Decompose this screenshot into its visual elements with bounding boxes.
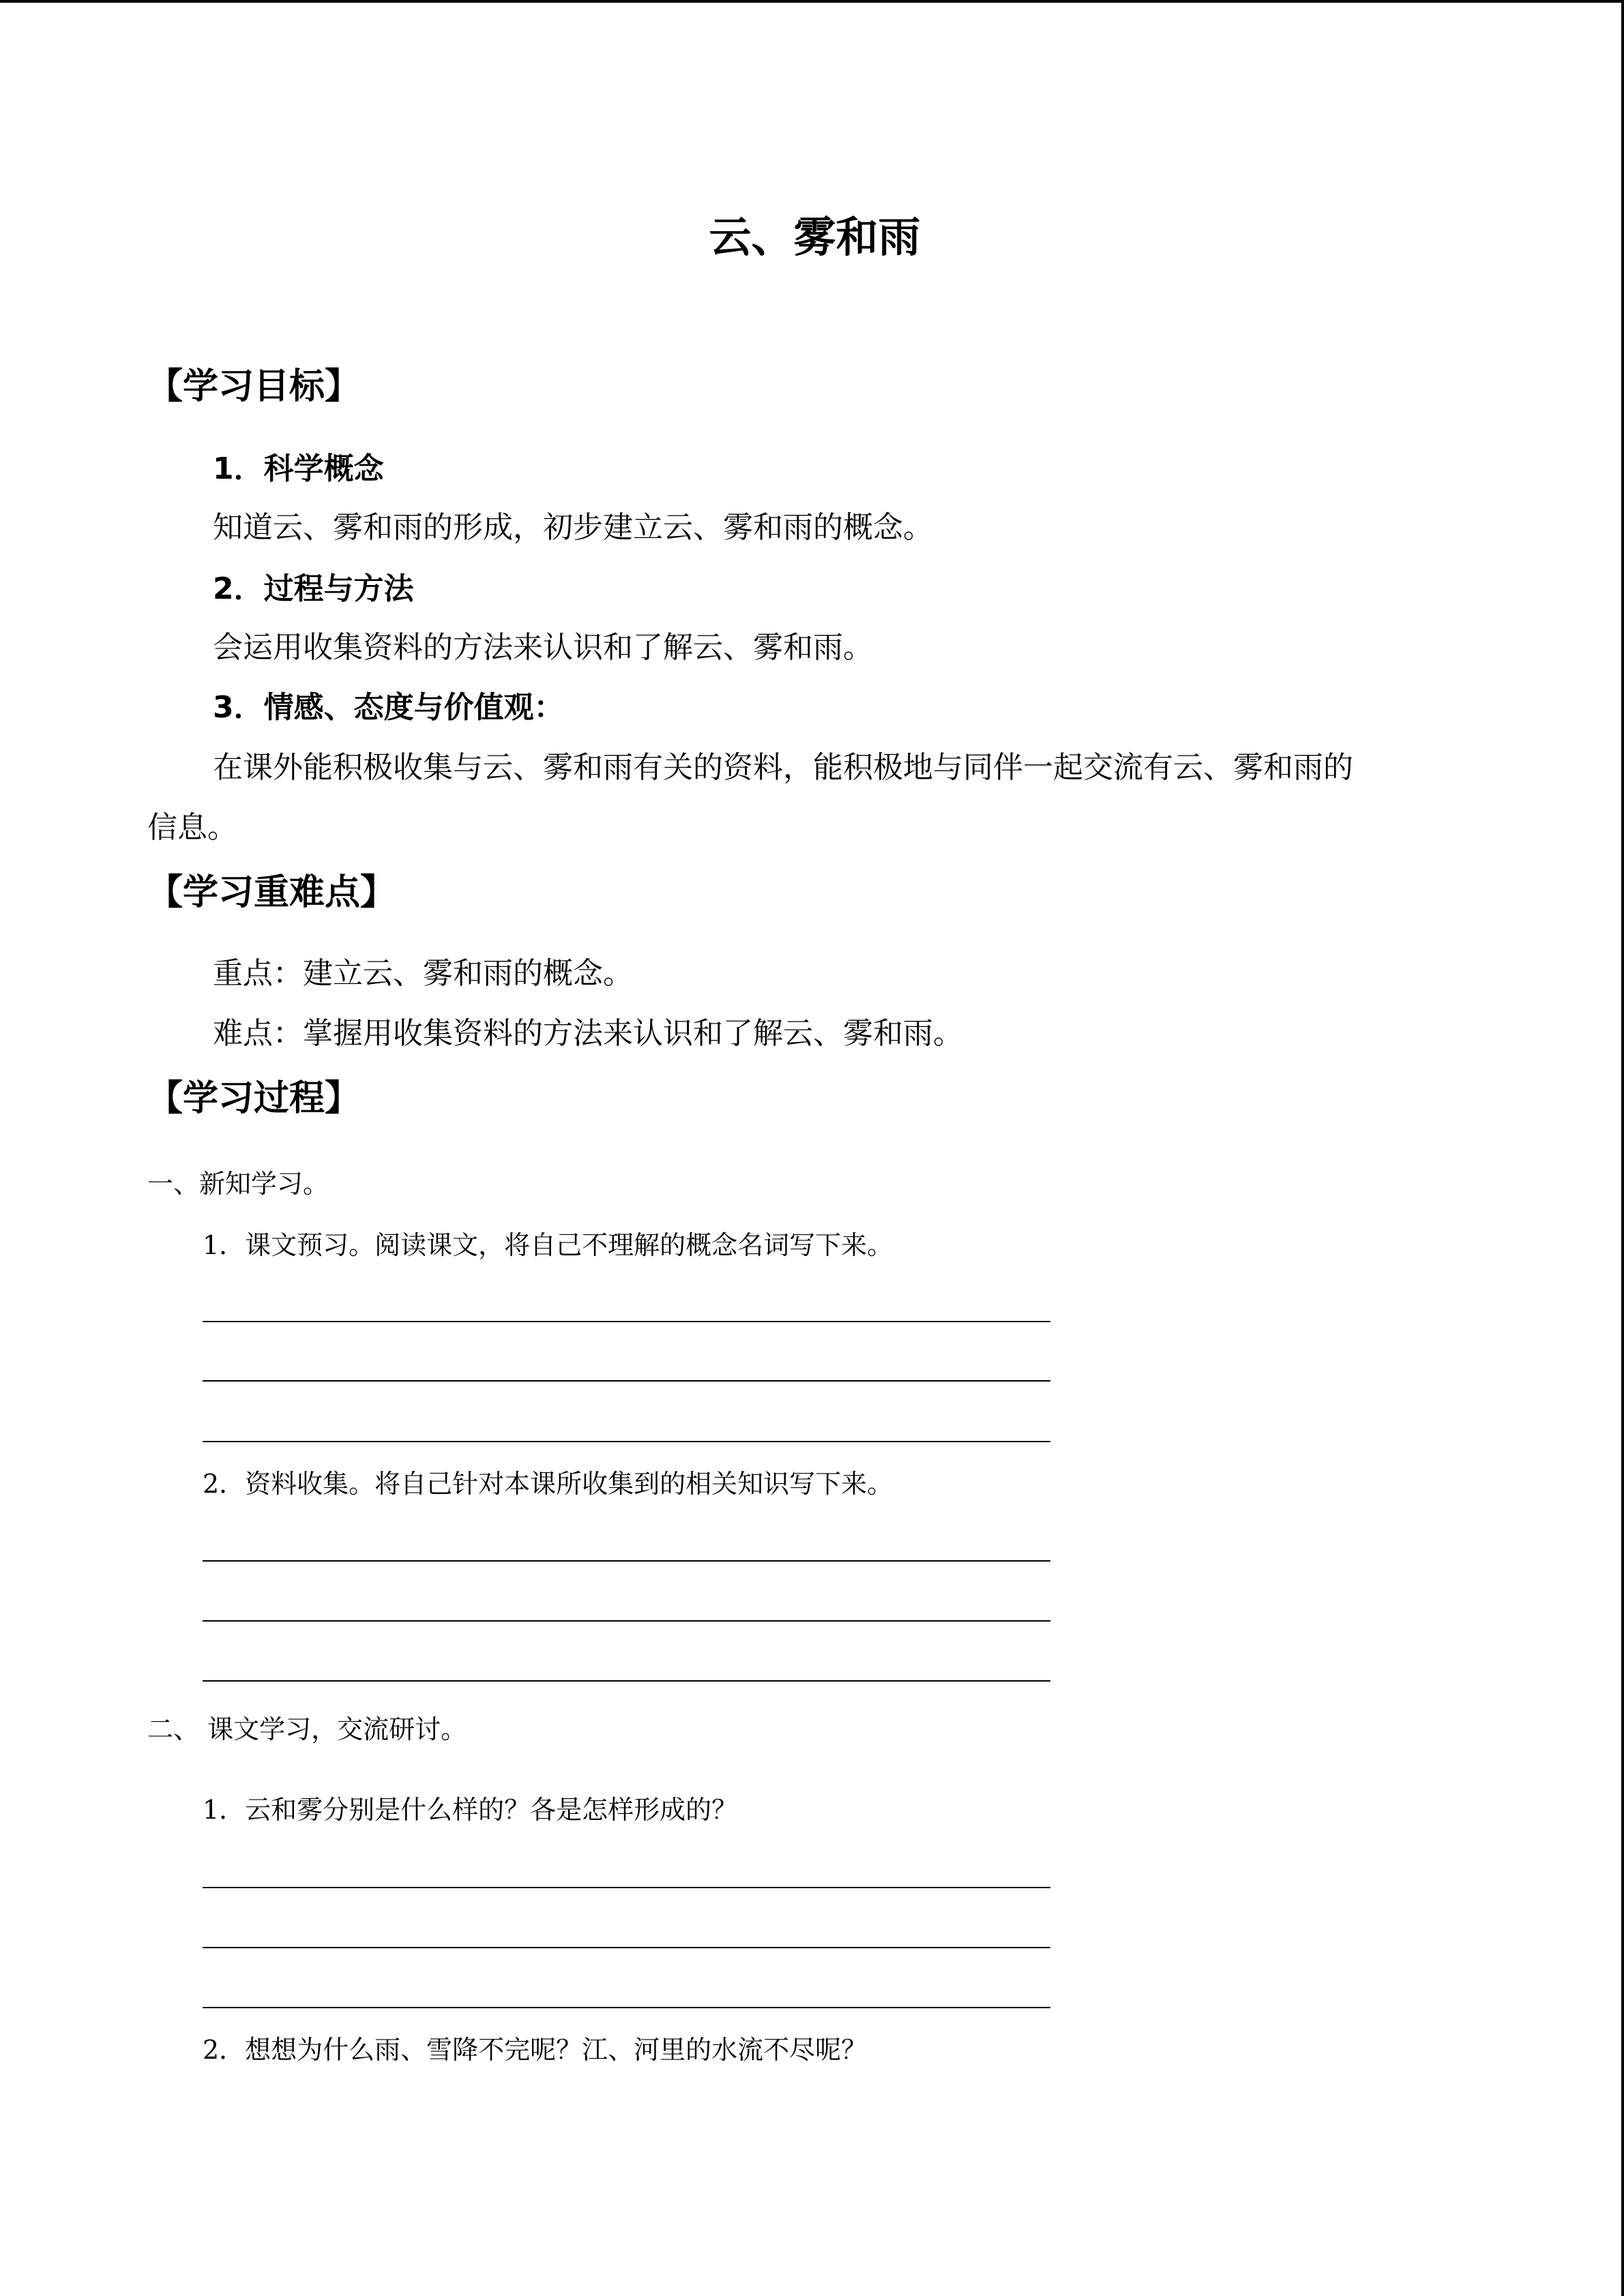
part-2-question-1: 1．云和雾分别是什么样的？各是怎样形成的？ [203,1795,738,1825]
answer-line[interactable] [203,1947,1050,1948]
part-1-question-2: 2．资料收集。将自己针对本课所收集到的相关知识写下来。 [203,1469,894,1499]
answer-line[interactable] [203,1380,1050,1382]
goal-3-text-line2: 信息。 [147,810,237,845]
section-heading-keypoints: 【学习重难点】 [147,872,396,913]
answer-line[interactable] [203,1887,1050,1888]
answer-line[interactable] [203,1620,1050,1622]
part-1-title: 一、新知学习。 [147,1169,329,1199]
part-2-question-2: 2．想想为什么雨、雪降不完呢？江、河里的水流不尽呢？ [203,2035,868,2065]
part-2-title: 二、 课文学习，交流研讨。 [147,1714,467,1744]
section-heading-goals: 【学习目标】 [147,366,361,407]
difficult-point-text: 难点：掌握用收集资料的方法来认识和了解云、雾和雨。 [213,1016,963,1051]
goal-2-text: 会运用收集资料的方法来认识和了解云、雾和雨。 [213,630,873,665]
goal-3-text-line1: 在课外能积极收集与云、雾和雨有关的资料，能积极地与同伴一起交流有云、雾和雨的 [213,750,1353,785]
answer-line[interactable] [203,1441,1050,1442]
part-1-question-1: 1．课文预习。阅读课文，将自己不理解的概念名词写下来。 [203,1230,894,1260]
section-heading-process: 【学习过程】 [147,1078,361,1119]
goal-2-label: 2．过程与方法 [213,571,414,606]
page-border-right [1621,0,1624,2296]
answer-line[interactable] [203,2007,1050,2008]
goal-1-label: 1．科学概念 [213,451,384,486]
answer-line[interactable] [203,1560,1050,1562]
answer-line[interactable] [203,1680,1050,1682]
goal-1-text: 知道云、雾和雨的形成，初步建立云、雾和雨的概念。 [213,510,933,545]
key-point-text: 重点：建立云、雾和雨的概念。 [213,956,633,991]
page-border-top [0,0,1624,3]
goal-3-label: 3．情感、态度与价值观： [213,690,564,725]
answer-line[interactable] [203,1321,1050,1322]
page-title: 云、雾和雨 [709,212,921,262]
